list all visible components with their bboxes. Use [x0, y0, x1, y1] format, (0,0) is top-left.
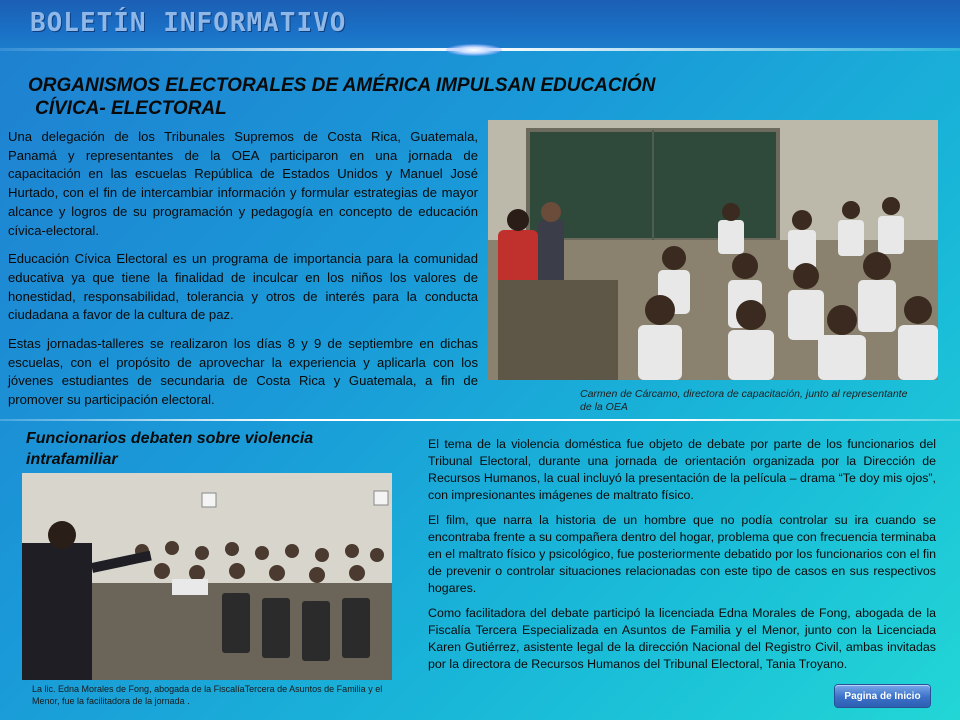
classroom-photo-illustration — [488, 120, 938, 380]
article1-body — [8, 128, 478, 420]
article2-paragraph: El tema de la violencia doméstica fue objeto de debate por parte de los funcionarios del Tribunal Electoral, durante una jornada de orientación organizada por la Dirección de Recursos Humanos, la cual incluyó la presentación de la película – drama “Te doy mis ojos”, con impresionantes imágenes de maltrato físico. — [428, 437, 936, 502]
header-light-flare — [446, 44, 502, 56]
section-divider — [0, 419, 960, 421]
article2-paragraph: Como facilitadora del debate participó la licenciada Edna Morales de Fong, abogada de la Fiscalía Tercera Especializada en Asuntos de Familia y el Menor, junto con la Licenciada Karen Gutiérrez, asistente legal de la dirección Nacional del Registro Civil, ambas invitadas por la directora de Recursos Humanos del Tribunal Electoral, Tania Troyano. — [428, 606, 936, 671]
article2-headline: Funcionarios debaten sobre violencia intrafamiliar — [26, 430, 314, 468]
auditorium-photo-illustration — [22, 473, 392, 680]
article2-paragraph: El film, que narra la historia de un hombre que no podía controlar su ira cuando se encontraba frente a su compañera dentro del hogar, problema que con frecuencia terminaba en el maltrato físico y psicológico, fue posteriormente debatido por los funcionarios con el fin de prevenir o controlar situaciones relacionadas con este tipo de casos en sus respectivos hogares. — [428, 513, 936, 595]
article2-body — [428, 436, 936, 681]
article1-paragraph: Estas jornadas-talleres se realizaron los días 8 y 9 de septiembre en dichas escuelas, con el propósito de aprovechar la experiencia y aplicarla con los jóvenes estudiantes de secundaria de Costa Rica y Guatemala, a fin de promover su participación electoral. — [8, 336, 478, 408]
auditorium-photo — [22, 473, 392, 680]
article1-paragraph: Educación Cívica Electoral es un programa de importancia para la comunidad educativa ya que tiene la finalidad de inculcar en los niños los valores de honestidad, responsabilidad, tolerancia y otros de interés para la conducta ciudadana a favor de la cultura de paz. — [8, 251, 478, 323]
article1-paragraph: Una delegación de los Tribunales Supremos de Costa Rica, Guatemala, Panamá y representantes de la OEA participaron en una jornada de capacitación en las escuelas República de Estados Unidos y Manuel José Hurtado, con el fin de intercambiar información y formular estrategias de mayor alcance y logros de su programación y pedagogía en concepto de educación cívica-electoral. — [8, 129, 478, 238]
article1-headline-line2: CÍVICA- ELECTORAL — [35, 98, 227, 119]
auditorium-photo-caption: La lic. Edna Morales de Fong, abogada de la FiscalíaTercera de Asuntos de Familia y el Menor, fue la facilitadora de la jornada . — [32, 684, 383, 706]
article1-headline-line1: ORGANISMOS ELECTORALES DE AMÉRICA IMPULSAN EDUCACIÓN — [28, 75, 656, 96]
article1-headline — [28, 74, 788, 120]
classroom-photo-caption: Carmen de Cárcamo, directora de capacitación, junto al representante de la OEA — [580, 388, 908, 413]
classroom-photo — [488, 120, 938, 380]
newsletter-title: BOLETÍN INFORMATIVO — [30, 8, 347, 38]
home-page-button[interactable]: Pagina de Inicio — [835, 685, 930, 707]
